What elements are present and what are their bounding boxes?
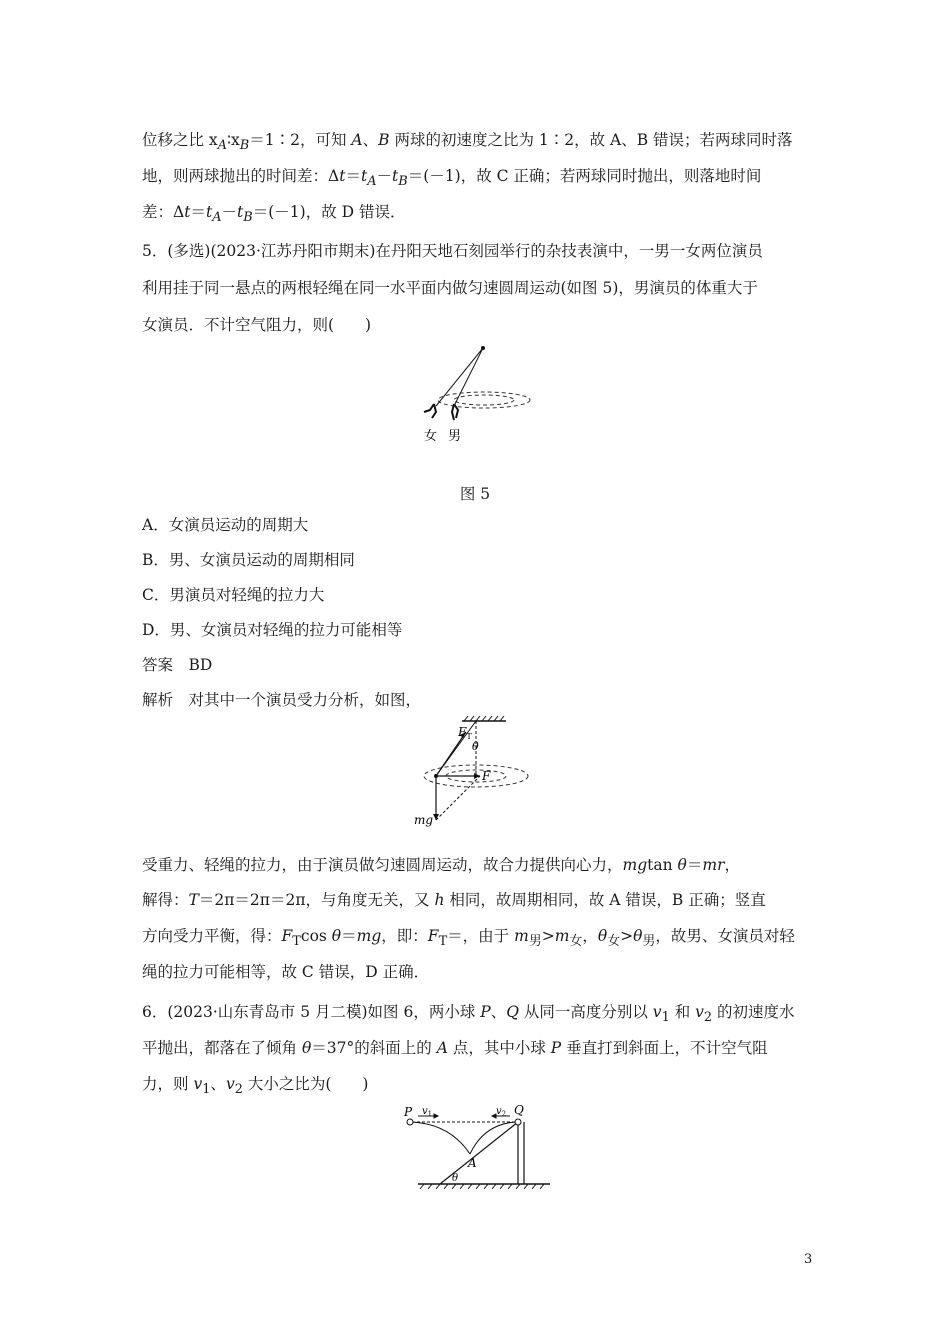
label-theta: θ bbox=[472, 740, 479, 753]
orbit-inner bbox=[454, 395, 514, 405]
text-line: 6．(2023·山东青岛市 5 月二模)如图 6，两小球 P、Q 从同一高度分别以 $v_1$ 和 $v_2$ 的初速度水 bbox=[142, 1003, 795, 1026]
label-q: Q bbox=[514, 1104, 524, 1117]
force-analysis-diagram bbox=[410, 712, 540, 830]
label-male: 男 bbox=[448, 429, 462, 444]
label-v1: $v_1$ bbox=[422, 1106, 433, 1118]
figure-5-caption: 图 5 bbox=[459, 485, 491, 503]
text-line: 力，则 $v_1$、$v_2$ 大小之比为( ) bbox=[142, 1075, 369, 1098]
text-line: 方向受力平衡，得：$F_T\cos$ θ＝mg，即：$F_T=$，由于 $m_男>m_女$，$\theta_女>\theta_男$，故男、女演员对轻 bbox=[142, 927, 795, 950]
text-line: B．男、女演员运动的周期相同 bbox=[142, 551, 355, 569]
figure-6-diagram bbox=[400, 1104, 570, 1194]
rope-female bbox=[436, 348, 483, 406]
performer-point bbox=[434, 774, 438, 778]
label-v2: $v_2$ bbox=[496, 1106, 507, 1118]
parallelogram-dashed bbox=[436, 776, 480, 820]
ball-p-icon bbox=[407, 1119, 413, 1125]
text-line: 差：$\Delta t=t_A-t_B=(-1)$，故 D 错误． bbox=[142, 203, 406, 226]
trajectory-q bbox=[470, 1122, 516, 1154]
label-ft: $F_T$ bbox=[458, 725, 472, 741]
page-number: 3 bbox=[804, 1252, 813, 1267]
text-line: 绳的拉力可能相等，故 C 错误，D 正确． bbox=[142, 963, 430, 981]
label-a: A bbox=[468, 1156, 477, 1170]
text-line: 平抛出，都落在了倾角 θ＝37°的斜面上的 A 点，其中小球 P 垂直打到斜面上，不计空气阻 bbox=[142, 1039, 768, 1057]
label-mg: mg bbox=[414, 813, 434, 827]
ball-q-icon bbox=[515, 1119, 521, 1125]
text-line: 答案 BD bbox=[142, 656, 213, 674]
figure-5-diagram bbox=[410, 340, 550, 450]
gravity-arrowhead bbox=[433, 814, 439, 820]
label-female: 女 bbox=[424, 429, 438, 444]
text-line: A．女演员运动的周期大 bbox=[142, 516, 309, 534]
text-line: 解得：T＝2π＝2π＝2π，与角度无关，又 h 相同，故周期相同，故 A 错误，B 正确；竖直 bbox=[142, 891, 766, 909]
orbit-outer bbox=[438, 392, 530, 408]
text-line: 5．(多选)(2023·江苏丹阳市期末)在丹阳天地石刻园举行的杂技表演中，一男一女两位演员 bbox=[142, 242, 763, 260]
trajectory-p bbox=[412, 1122, 470, 1154]
force-arrowhead bbox=[474, 773, 480, 779]
text-line: 利用挂于同一悬点的两根轻绳在同一水平面内做匀速圆周运动(如图 5)，男演员的体重大于 bbox=[142, 279, 758, 297]
text-line: 解析 对其中一个演员受力分析，如图， bbox=[142, 691, 422, 709]
text-line: 女演员．不计空气阻力，则( ) bbox=[142, 316, 372, 334]
label-theta: θ bbox=[452, 1173, 459, 1184]
male-performer-icon bbox=[452, 404, 458, 420]
text-line: 受重力、轻绳的拉力，由于演员做匀速圆周运动，故合力提供向心力，mgtan θ＝mr， bbox=[142, 856, 741, 874]
text-line: 位移之比 $x_A∶x_B=1∶2$，可知 A、B 两球的初速度之比为 1∶2，故 A、B 错误；若两球同时落 bbox=[142, 131, 793, 154]
text-line: D．男、女演员对轻绳的拉力可能相等 bbox=[142, 621, 403, 639]
female-performer-icon bbox=[424, 404, 436, 418]
label-f: F bbox=[482, 769, 491, 783]
text-line: C．男演员对轻绳的拉力大 bbox=[142, 586, 325, 604]
rope-male bbox=[454, 348, 483, 406]
text-line: 地，则两球抛出的时间差：$\Delta t=t_A-t_B=(-1)$，故 C 正确；若两球同时抛出，则落地时间 bbox=[142, 167, 762, 190]
label-p: P bbox=[404, 1105, 413, 1119]
